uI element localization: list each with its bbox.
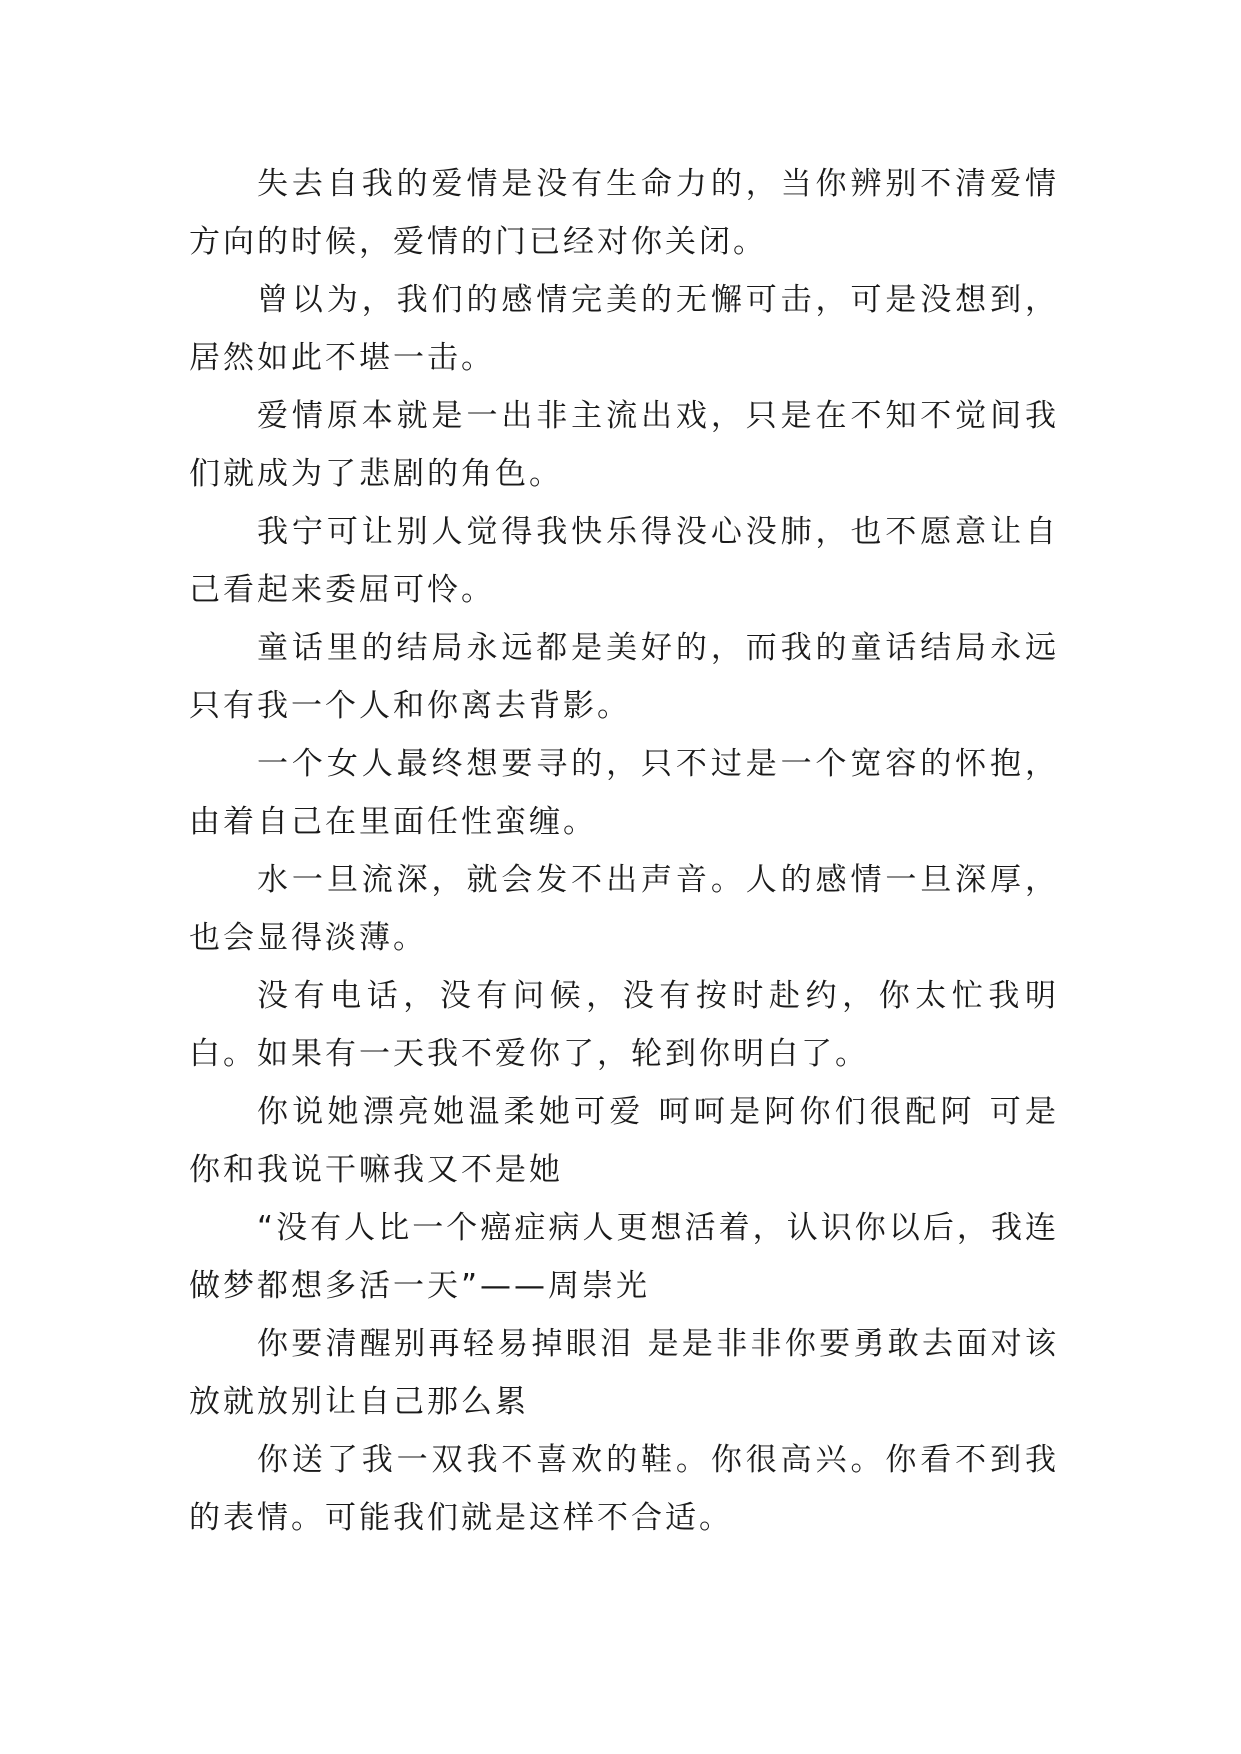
paragraph-4: 我宁可让别人觉得我快乐得没心没肺，也不愿意让自己看起来委屈可怜。 — [189, 514, 1059, 608]
paragraph-9: 你说她漂亮她温柔她可爱 呵呵是阿你们很配阿 可是你和我说干嘛我又不是她 — [189, 1094, 1059, 1188]
document-body — [189, 155, 1059, 1547]
paragraph-3: 爱情原本就是一出非主流出戏，只是在不知不觉间我们就成为了悲剧的角色。 — [189, 398, 1059, 492]
paragraph-6: 一个女人最终想要寻的，只不过是一个宽容的怀抱，由着自己在里面任性蛮缠。 — [189, 746, 1059, 840]
paragraph-7: 水一旦流深，就会发不出声音。人的感情一旦深厚，也会显得淡薄。 — [189, 862, 1059, 956]
paragraph-5: 童话里的结局永远都是美好的，而我的童话结局永远只有我一个人和你离去背影。 — [189, 630, 1059, 724]
paragraph-12: 你送了我一双我不喜欢的鞋。你很高兴。你看不到我的表情。可能我们就是这样不合适。 — [189, 1442, 1059, 1536]
paragraph-10: “没有人比一个癌症病人更想活着，认识你以后，我连做梦都想多活一天”——周崇光 — [189, 1210, 1059, 1304]
paragraph-1: 失去自我的爱情是没有生命力的，当你辨别不清爱情方向的时候，爱情的门已经对你关闭。 — [189, 166, 1059, 260]
paragraph-11: 你要清醒别再轻易掉眼泪 是是非非你要勇敢去面对该放就放别让自己那么累 — [189, 1326, 1059, 1420]
paragraph-2: 曾以为，我们的感情完美的无懈可击，可是没想到，居然如此不堪一击。 — [189, 282, 1059, 376]
paragraph-8: 没有电话，没有问候，没有按时赴约，你太忙我明白。如果有一天我不爱你了，轮到你明白了。 — [189, 978, 1059, 1072]
